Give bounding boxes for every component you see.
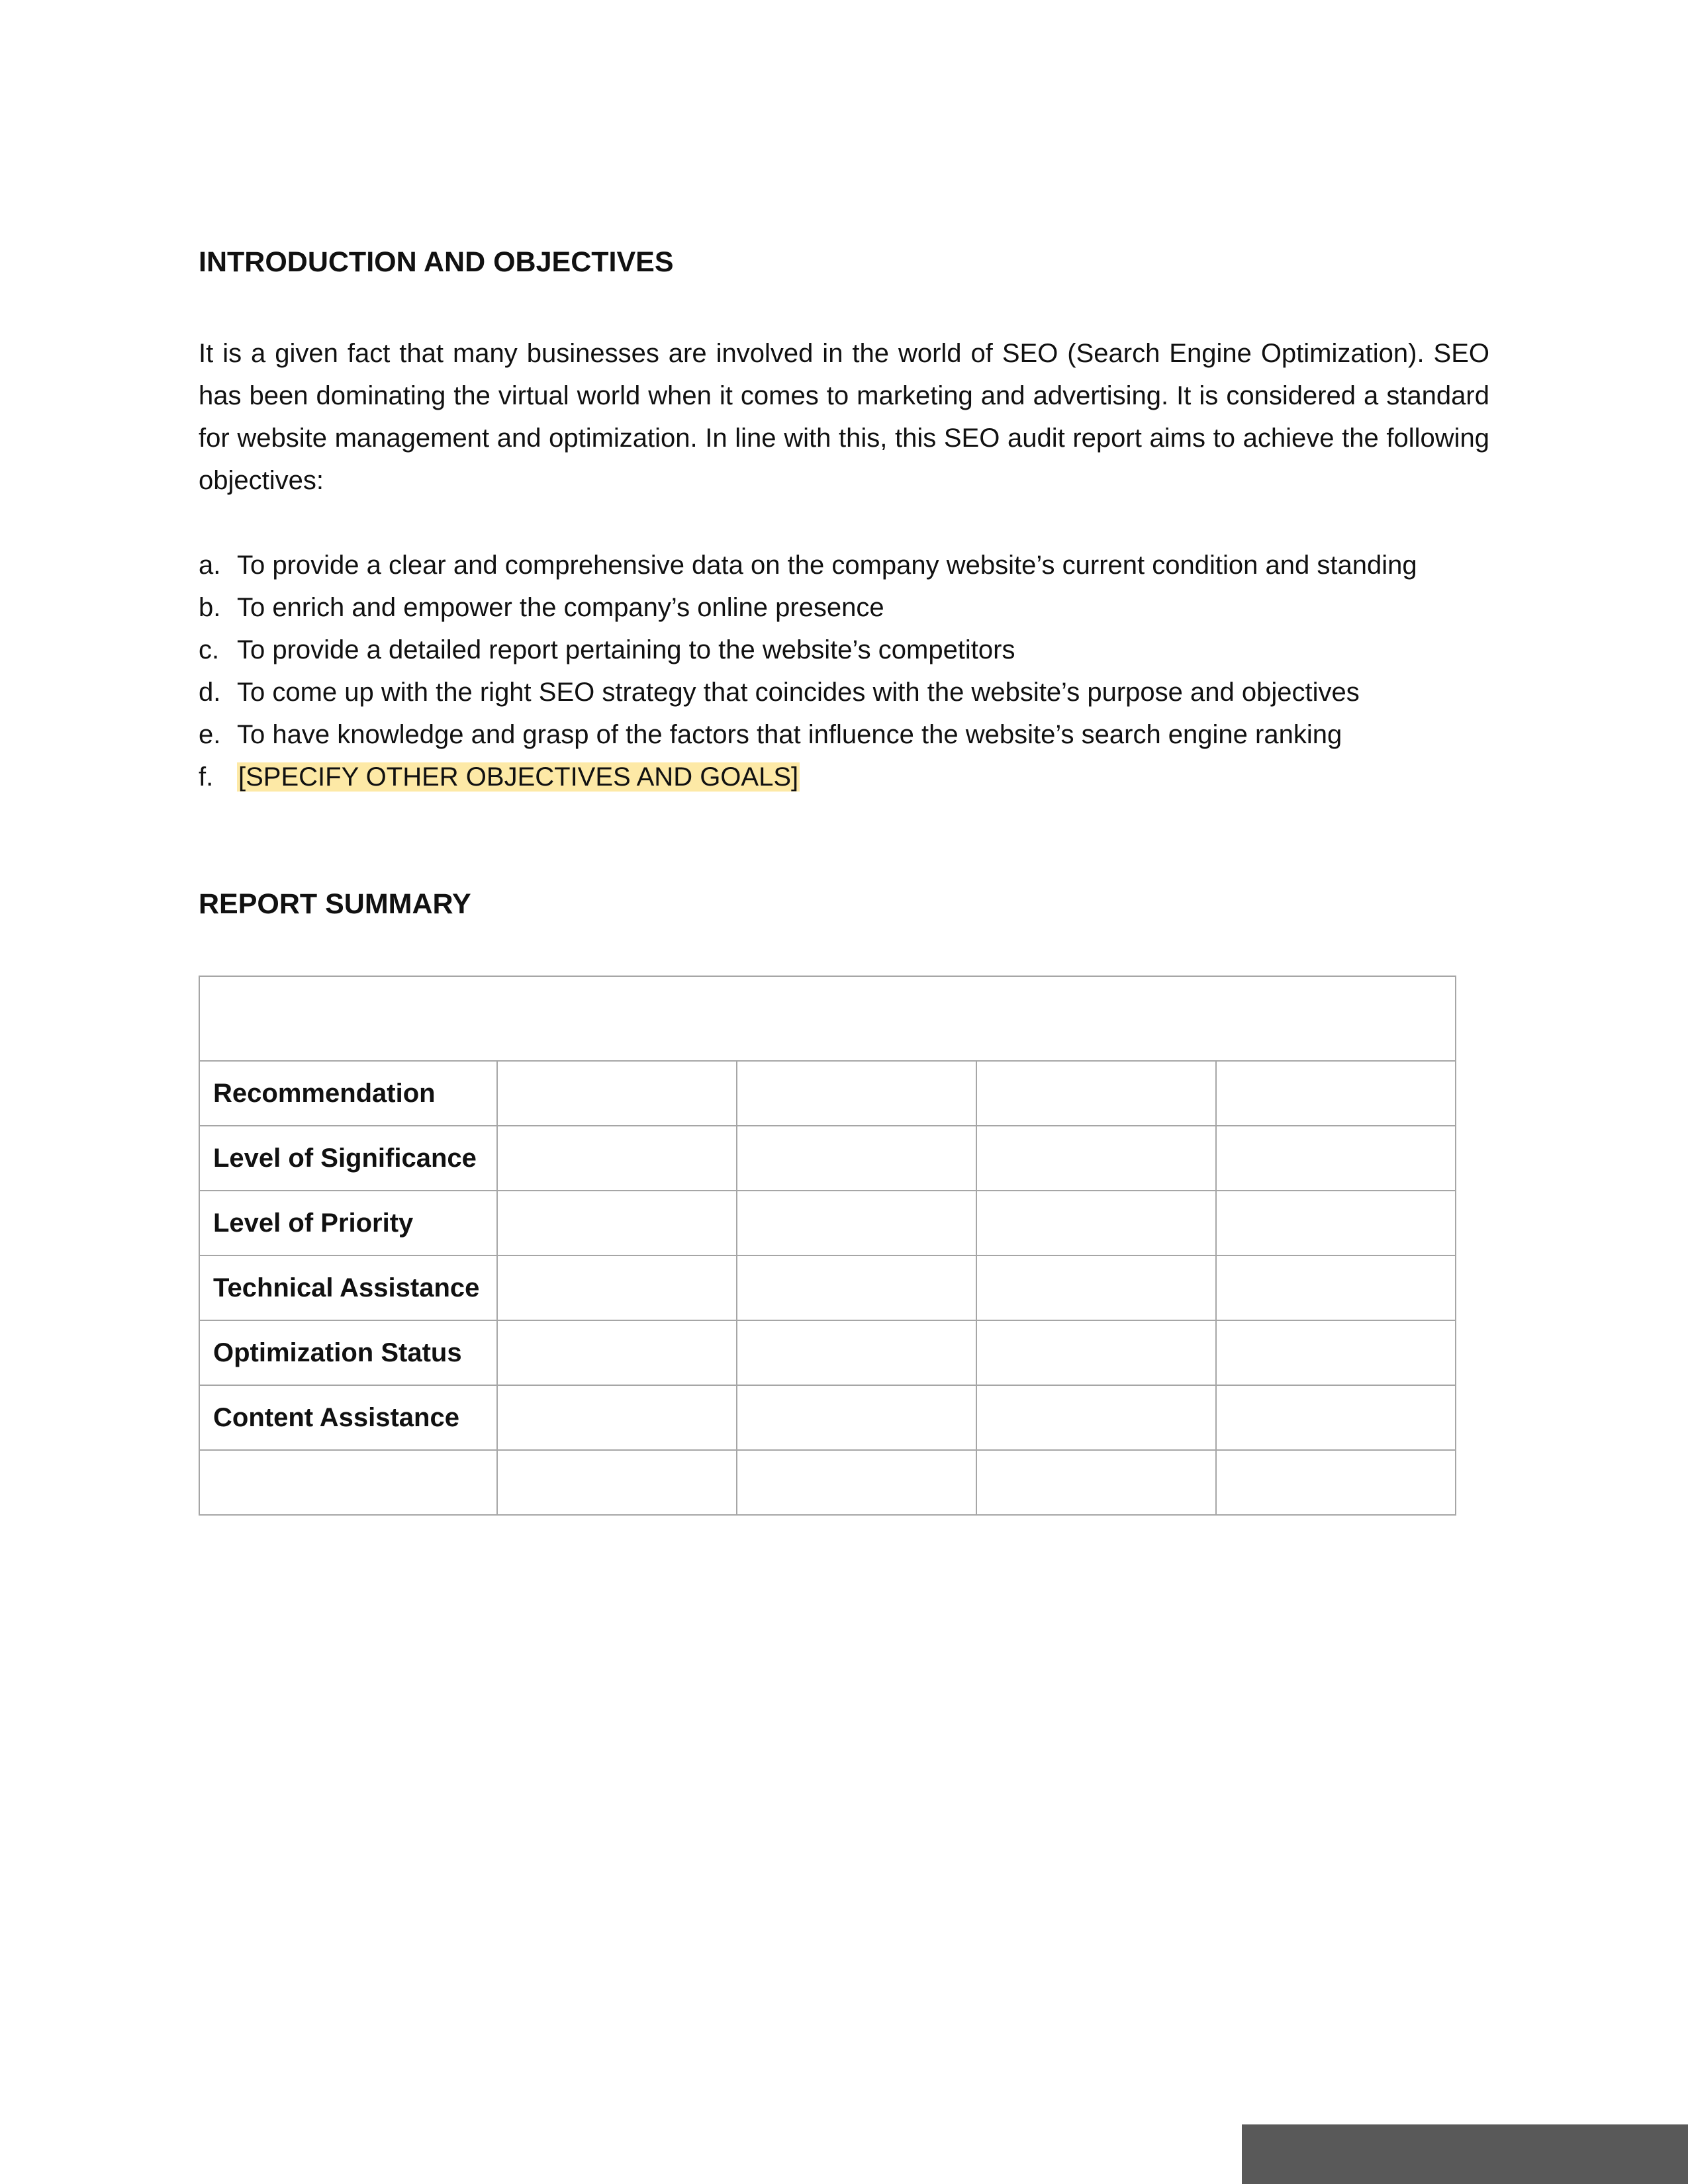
table-row <box>199 1191 1456 1255</box>
report-summary-table <box>199 976 1456 1516</box>
table-cell <box>976 1320 1216 1385</box>
table-row <box>199 1126 1456 1191</box>
row-label: Optimization Status <box>199 1320 497 1385</box>
intro-heading: INTRODUCTION AND OBJECTIVES <box>199 246 674 278</box>
summary-heading: REPORT SUMMARY <box>199 888 471 920</box>
row-label: Technical Assistance <box>199 1255 497 1320</box>
table-cell <box>737 1061 976 1126</box>
row-label: Recommendation <box>199 1061 497 1126</box>
table-cell <box>976 1255 1216 1320</box>
table-cell <box>1216 1255 1456 1320</box>
row-label: Level of Priority <box>199 1191 497 1255</box>
row-label: Content Assistance <box>199 1385 497 1450</box>
table-cell <box>976 1385 1216 1450</box>
table-cell <box>1216 1126 1456 1191</box>
list-marker: b. <box>199 593 221 622</box>
objective-text: To come up with the right SEO strategy that coincides with the website’s purpose and objectives <box>237 678 1360 707</box>
table-row <box>199 1255 1456 1320</box>
table-cell <box>497 1255 737 1320</box>
list-item <box>199 629 1523 671</box>
table-cell <box>737 1320 976 1385</box>
list-marker: c. <box>199 635 220 664</box>
table-cell <box>497 1061 737 1126</box>
table-cell <box>497 1126 737 1191</box>
objective-text: To provide a detailed report pertaining to the website’s competitors <box>237 635 1015 664</box>
objective-text: To provide a clear and comprehensive data on the company website’s current condition and standing <box>237 551 1417 580</box>
table-cell <box>976 1450 1216 1515</box>
list-item <box>199 586 1523 629</box>
table-cell <box>976 1126 1216 1191</box>
table-cell <box>976 1191 1216 1255</box>
list-marker: f. <box>199 762 214 792</box>
table-cell <box>1216 1191 1456 1255</box>
table-header-row <box>199 976 1456 1061</box>
list-marker: e. <box>199 720 221 749</box>
table-cell <box>497 1385 737 1450</box>
table-cell <box>497 1450 737 1515</box>
intro-paragraph: It is a given fact that many businesses are involved in the world of SEO (Search Engine Optimization). SEO has been dominating the virtual world when it comes to marketing and advertising. It is considered a standard for website management and optimization. In line with this, this SEO audit report aims to achieve the following objectives: <box>199 339 1489 495</box>
objective-text: To have knowledge and grasp of the factors that influence the website’s search engine ranking <box>237 720 1342 749</box>
table-cell <box>737 1385 976 1450</box>
list-item <box>199 544 1523 586</box>
table-row <box>199 1320 1456 1385</box>
table-cell <box>1216 1385 1456 1450</box>
list-item <box>199 671 1523 713</box>
table-cell <box>497 1320 737 1385</box>
row-label: Level of Significance <box>199 1126 497 1191</box>
table-cell <box>1216 1450 1456 1515</box>
table-row <box>199 1061 1456 1126</box>
table-cell <box>497 1191 737 1255</box>
table-cell <box>737 1255 976 1320</box>
table-cell <box>1216 1061 1456 1126</box>
objectives-list <box>199 544 1523 798</box>
objective-text: To enrich and empower the company’s online presence <box>237 593 884 622</box>
footer-corner-block <box>1242 2124 1688 2184</box>
table-cell <box>1216 1320 1456 1385</box>
placeholder-highlight: [SPECIFY OTHER OBJECTIVES AND GOALS] <box>238 762 799 792</box>
table-row <box>199 1385 1456 1450</box>
table-row <box>199 1450 1456 1515</box>
list-marker: d. <box>199 678 221 707</box>
row-label <box>199 1450 497 1515</box>
table-cell <box>737 1191 976 1255</box>
table-cell <box>976 1061 1216 1126</box>
list-marker: a. <box>199 551 221 580</box>
table-merged-cell <box>199 976 1456 1061</box>
table-cell <box>737 1126 976 1191</box>
list-item <box>199 713 1523 756</box>
list-item <box>199 756 1523 798</box>
table-cell <box>737 1450 976 1515</box>
